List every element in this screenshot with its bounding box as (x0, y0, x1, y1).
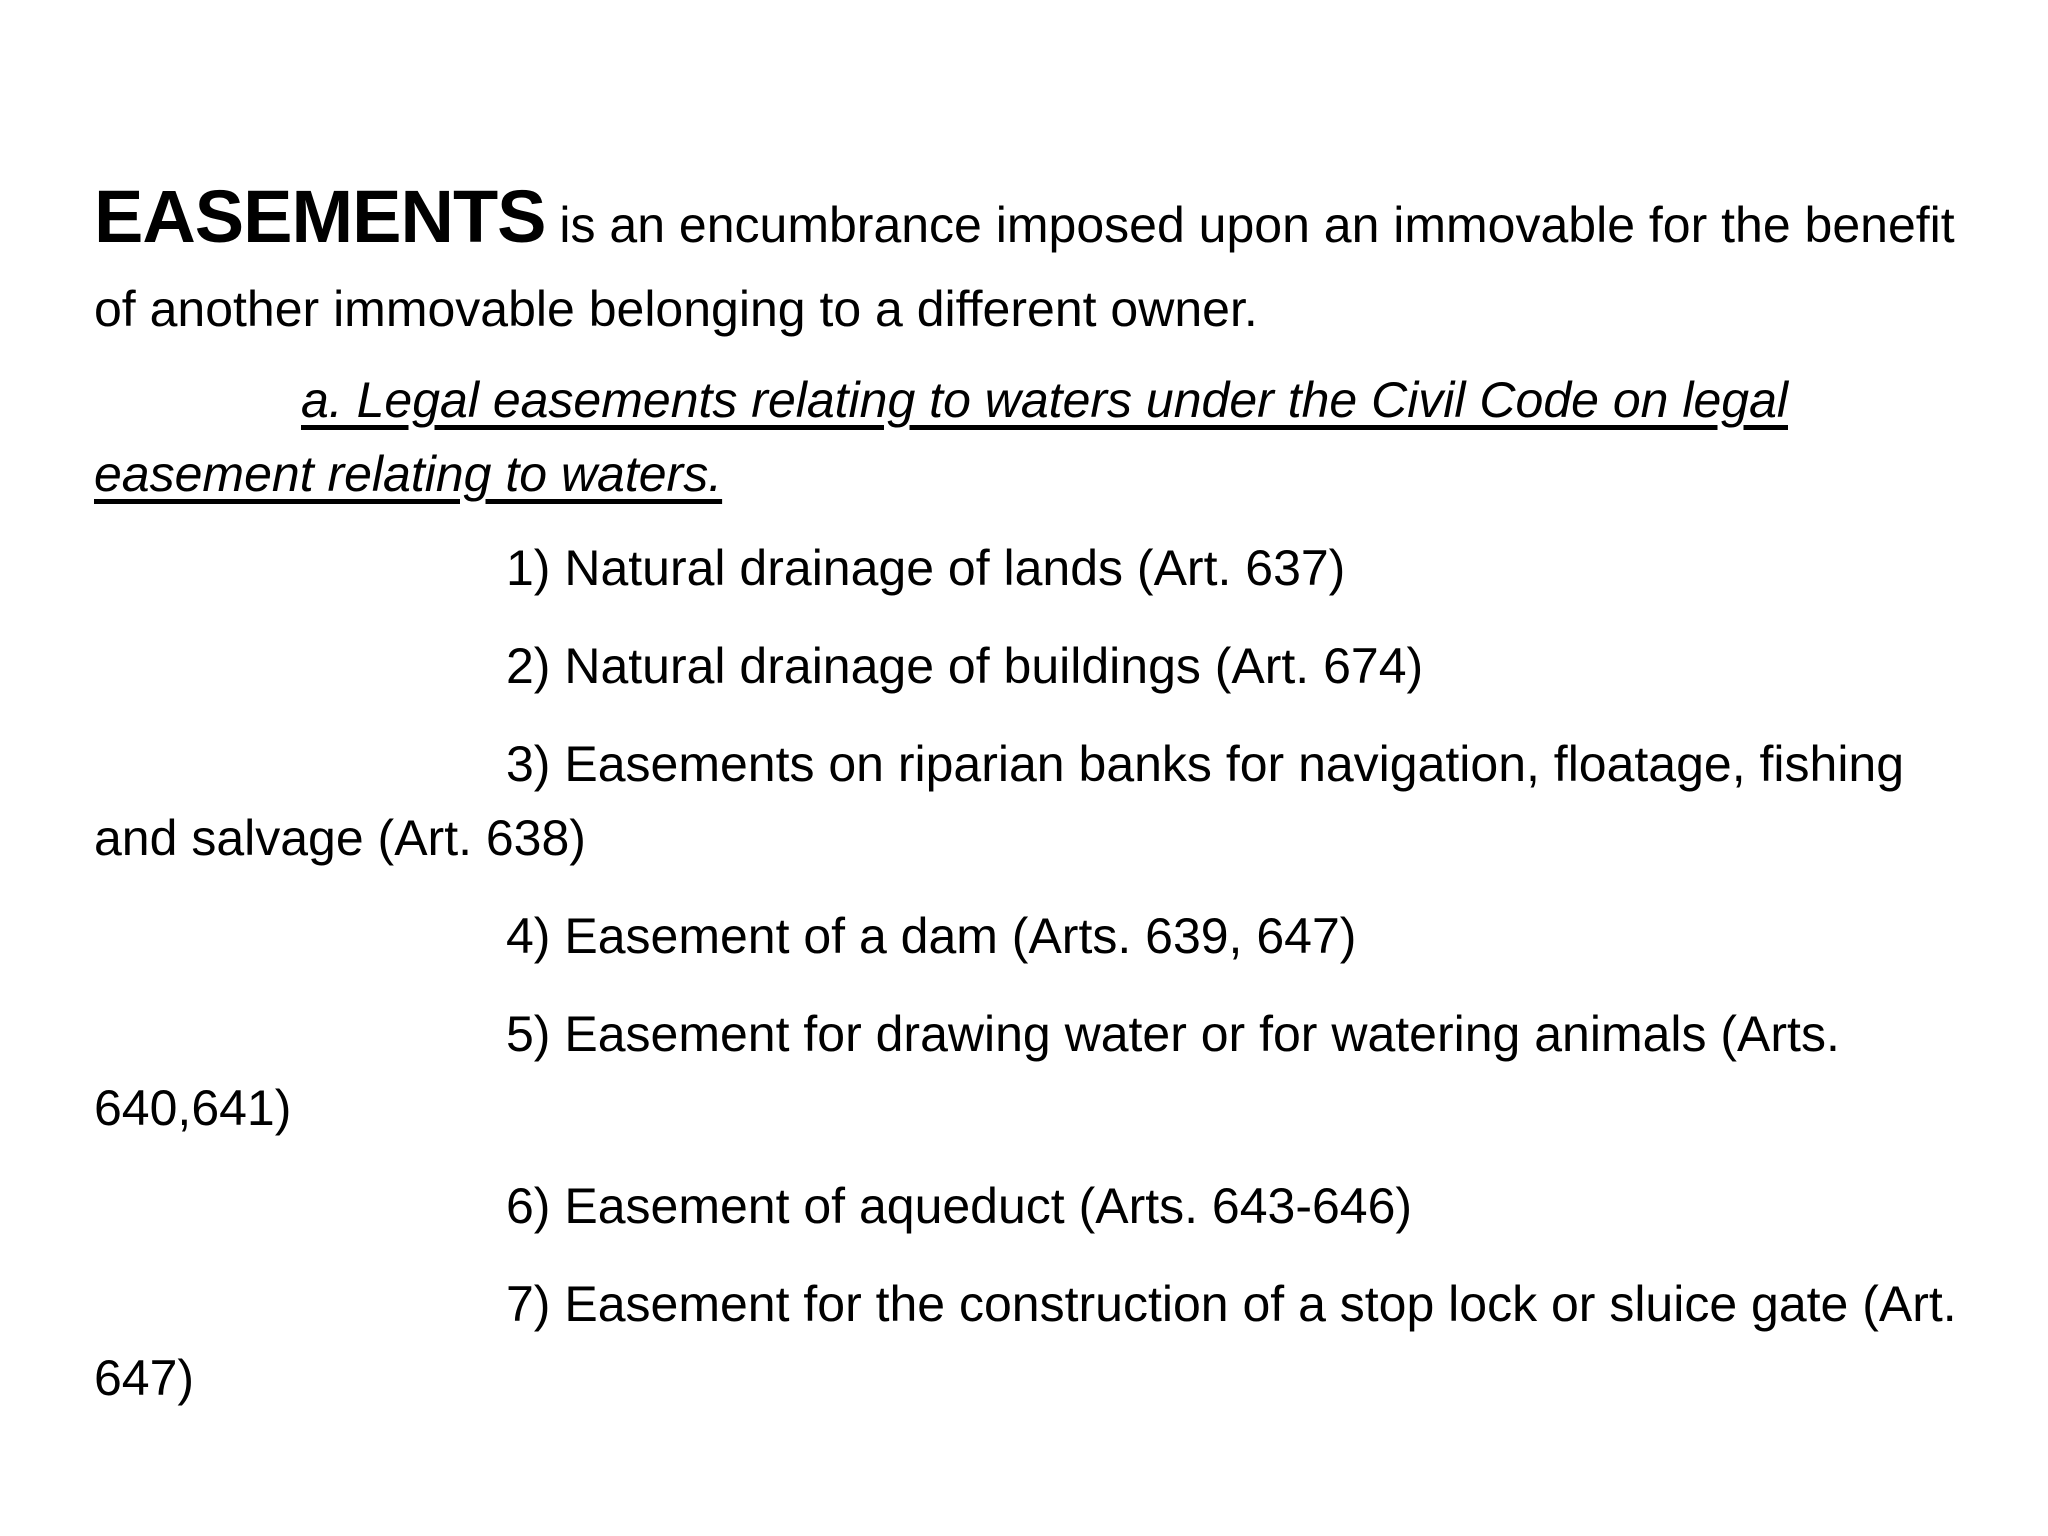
list-item: 6) Easement of aqueduct (Arts. 643-646) (506, 1178, 1413, 1234)
section-heading: a. Legal easements relating to waters under the Civil Code on legal easement relating to waters. (94, 372, 1788, 502)
list-item: 1) Natural drainage of lands (Art. 637) (506, 540, 1346, 596)
list-item: 2) Natural drainage of buildings (Art. 674) (506, 638, 1424, 694)
list-item: 5) Easement for drawing water or for watering animals (Arts. 640,641) (94, 1006, 1840, 1136)
list-item: 4) Easement of a dam (Arts. 639, 647) (506, 908, 1357, 964)
slide-content (94, 175, 1994, 1415)
definition-text: is an encumbrance imposed upon an immovable for the benefit of another immovable belonging to a different owner. (94, 197, 1955, 337)
list-item: 3) Easements on riparian banks for navigation, floatage, fishing and salvage (Art. 638) (94, 736, 1905, 866)
term-title: EASEMENTS (94, 175, 546, 258)
definition-paragraph (94, 175, 1994, 351)
list-item: 7) Easement for the construction of a stop lock or sluice gate (Art. 647) (94, 1276, 1957, 1406)
